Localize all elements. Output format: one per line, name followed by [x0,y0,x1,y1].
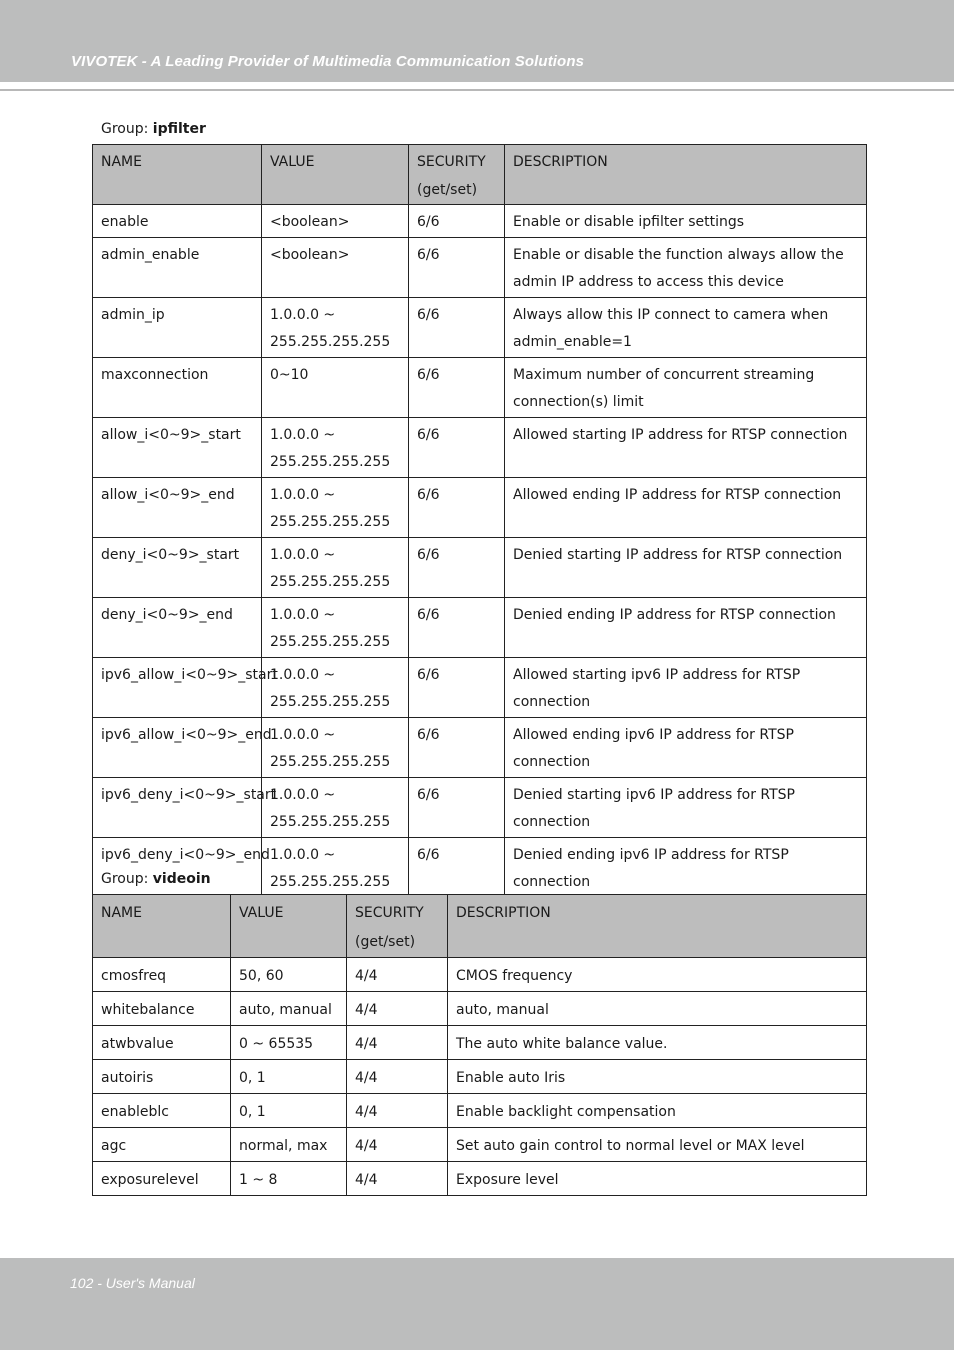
cell-value: <boolean> [262,205,409,238]
cell-name: deny_i<0~9>_end [93,597,262,657]
cell-security: 4/4 [347,992,448,1026]
cell-name: ipv6_deny_i<0~9>_end [93,837,262,897]
cell-security: 4/4 [347,1026,448,1060]
cell-description: Denied starting IP address for RTSP connection [505,537,867,597]
column-header-security: SECURITY (get/set) [347,895,448,958]
cell-value: 1.0.0.0 ~ 255.255.255.255 [262,417,409,477]
table-row [93,477,867,537]
table-row [93,958,867,992]
cell-name: exposurelevel [93,1162,231,1196]
cell-security: 4/4 [347,1162,448,1196]
cell-security: 4/4 [347,1094,448,1128]
cell-security: 6/6 [409,597,505,657]
cell-description: Maximum number of concurrent streaming connection(s) limit [505,357,867,417]
cell-value: 1.0.0.0 ~ 255.255.255.255 [262,597,409,657]
cell-value: 0, 1 [231,1094,347,1128]
header-divider [0,89,954,91]
cell-security: 6/6 [409,297,505,357]
table-row [93,1128,867,1162]
cell-security: 6/6 [409,357,505,417]
cell-security: 6/6 [409,205,505,238]
table-row [93,205,867,238]
cell-name: deny_i<0~9>_start [93,537,262,597]
column-header-description: DESCRIPTION [448,895,867,958]
cell-description: CMOS frequency [448,958,867,992]
cell-description: Denied ending ipv6 IP address for RTSP connection [505,837,867,897]
group-name: ipfilter [152,121,206,137]
header-title: VIVOTEK - A Leading Provider of Multimedia Communication Solutions [71,53,585,70]
cell-value: 1.0.0.0 ~ 255.255.255.255 [262,297,409,357]
cell-value: 1 ~ 8 [231,1162,347,1196]
cell-security: 6/6 [409,657,505,717]
cell-name: admin_ip [93,297,262,357]
cell-description: Allowed starting IP address for RTSP connection [505,417,867,477]
cell-value: 1.0.0.0 ~ 255.255.255.255 [262,777,409,837]
cell-description: The auto white balance value. [448,1026,867,1060]
cell-description: Enable backlight compensation [448,1094,867,1128]
cell-description: Enable or disable the function always allow the admin IP address to access this device [505,237,867,297]
cell-security: 4/4 [347,1128,448,1162]
table-row [93,992,867,1026]
cell-value: 0 ~ 65535 [231,1026,347,1060]
cell-value: 1.0.0.0 ~ 255.255.255.255 [262,837,409,897]
table-row [93,297,867,357]
cell-value: auto, manual [231,992,347,1026]
column-header-security: SECURITY (get/set) [409,145,505,205]
cell-security: 6/6 [409,477,505,537]
cell-security: 6/6 [409,777,505,837]
cell-security: 6/6 [409,717,505,777]
page-footer-band [0,1258,954,1350]
column-header-name: NAME [93,895,231,958]
cell-description: Allowed starting ipv6 IP address for RTSP connection [505,657,867,717]
cell-value: 50, 60 [231,958,347,992]
cell-value: <boolean> [262,237,409,297]
table-row [93,717,867,777]
cell-value: 1.0.0.0 ~ 255.255.255.255 [262,537,409,597]
cell-value: normal, max [231,1128,347,1162]
cell-security: 4/4 [347,958,448,992]
cell-name: maxconnection [93,357,262,417]
table-row [93,1162,867,1196]
group-name: videoin [152,871,211,887]
cell-description: Denied ending IP address for RTSP connection [505,597,867,657]
cell-name: autoiris [93,1060,231,1094]
table-row [93,777,867,837]
column-header-name: NAME [93,145,262,205]
table-row [93,357,867,417]
table-row [93,837,867,897]
table-header-row [93,895,867,958]
ipfilter-table [92,144,867,898]
cell-description: Set auto gain control to normal level or MAX level [448,1128,867,1162]
table-header-row [93,145,867,205]
cell-description: Allowed ending IP address for RTSP connection [505,477,867,537]
cell-name: enable [93,205,262,238]
cell-description: Enable or disable ipfilter settings [505,205,867,238]
group-label-ipfilter: Group: ipfilter [101,121,206,137]
cell-description: Allowed ending ipv6 IP address for RTSP connection [505,717,867,777]
cell-name: allow_i<0~9>_end [93,477,262,537]
cell-name: cmosfreq [93,958,231,992]
cell-value: 1.0.0.0 ~ 255.255.255.255 [262,477,409,537]
cell-name: atwbvalue [93,1026,231,1060]
table-row [93,1026,867,1060]
cell-name: ipv6_deny_i<0~9>_start [93,777,262,837]
cell-value: 1.0.0.0 ~ 255.255.255.255 [262,717,409,777]
cell-name: admin_enable [93,237,262,297]
footer-page-label: 102 - User's Manual [70,1275,195,1291]
table-row [93,537,867,597]
cell-value: 0~10 [262,357,409,417]
cell-security: 6/6 [409,837,505,897]
cell-name: ipv6_allow_i<0~9>_start [93,657,262,717]
cell-description: Enable auto Iris [448,1060,867,1094]
cell-description: Exposure level [448,1162,867,1196]
cell-value: 1.0.0.0 ~ 255.255.255.255 [262,657,409,717]
cell-security: 6/6 [409,537,505,597]
table-row [93,1060,867,1094]
cell-value: 0, 1 [231,1060,347,1094]
group-label-videoin: Group: videoin [101,871,211,887]
page-header-band [0,0,954,82]
cell-security: 6/6 [409,417,505,477]
cell-description: Denied starting ipv6 IP address for RTSP connection [505,777,867,837]
videoin-table [92,894,867,1196]
cell-description: Always allow this IP connect to camera when admin_enable=1 [505,297,867,357]
cell-security: 4/4 [347,1060,448,1094]
table-row [93,417,867,477]
cell-description: auto, manual [448,992,867,1026]
column-header-value: VALUE [231,895,347,958]
cell-name: whitebalance [93,992,231,1026]
table-row [93,657,867,717]
column-header-description: DESCRIPTION [505,145,867,205]
table-row [93,237,867,297]
cell-name: ipv6_allow_i<0~9>_end [93,717,262,777]
cell-security: 6/6 [409,237,505,297]
table-row [93,1094,867,1128]
cell-name: allow_i<0~9>_start [93,417,262,477]
cell-name: enableblc [93,1094,231,1128]
table-row [93,597,867,657]
cell-name: agc [93,1128,231,1162]
column-header-value: VALUE [262,145,409,205]
